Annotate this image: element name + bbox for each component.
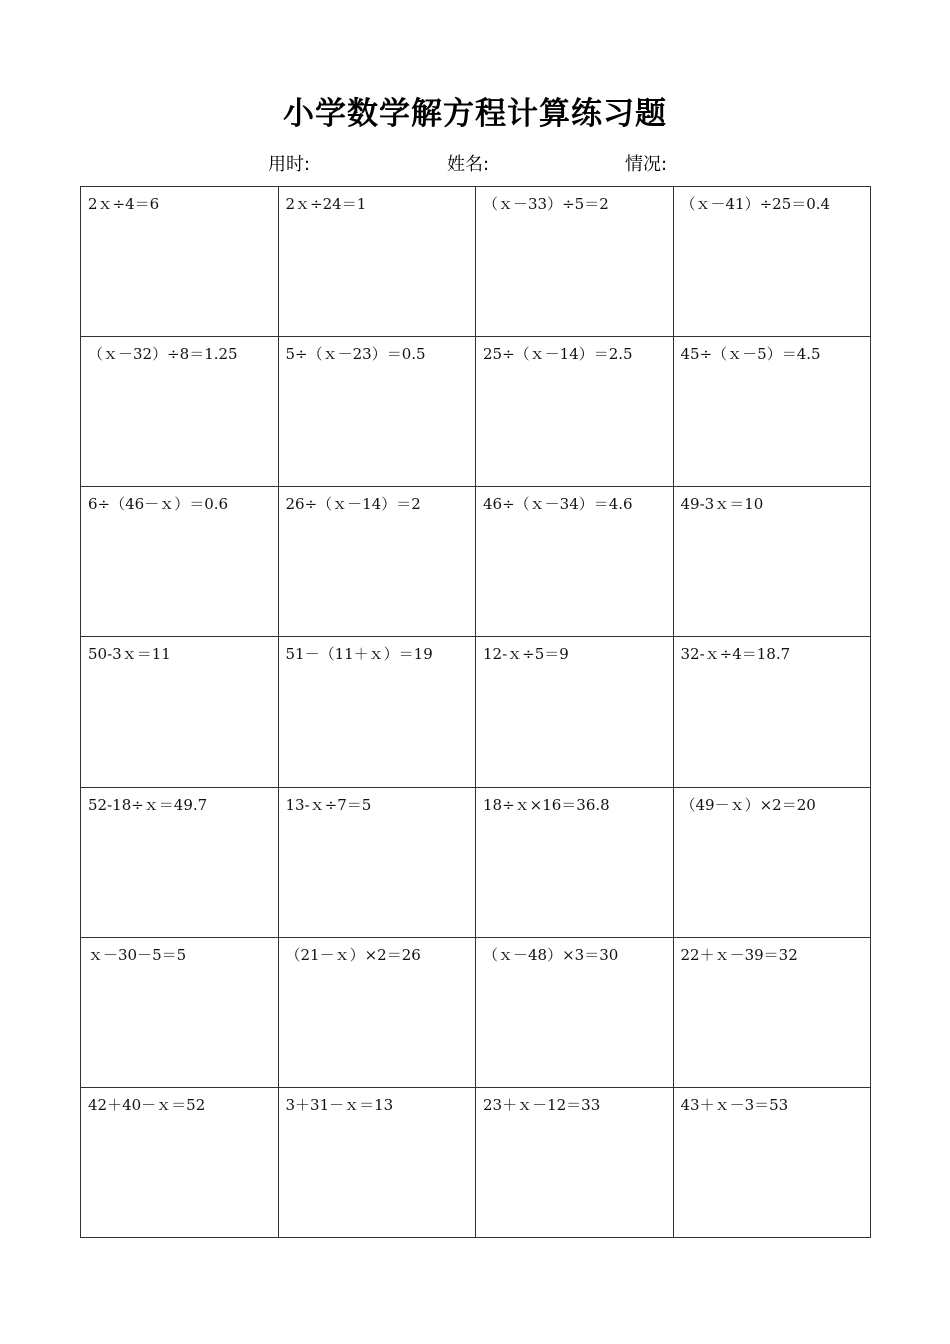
problem-cell: 13-ｘ÷7＝5 [278,787,476,937]
problem-cell: 3＋31－ｘ＝13 [278,1087,476,1237]
problem-cell: （ｘ－48）×3＝30 [476,937,674,1087]
problem-cell: 23＋ｘ－12＝33 [476,1087,674,1237]
problem-row [81,637,871,787]
name-label: 姓名: [447,154,490,175]
status-label: 情况: [625,154,668,175]
problem-cell: 49-3ｘ＝10 [673,487,871,637]
problem-row [81,1087,871,1237]
problem-row [81,787,871,937]
problem-cell: 12-ｘ÷5＝9 [476,637,674,787]
problem-cell: 46÷（ｘ－34）＝4.6 [476,487,674,637]
problem-cell: 26÷（ｘ－14）＝2 [278,487,476,637]
problem-cell: 22＋ｘ－39＝32 [673,937,871,1087]
problem-cell: 51－（11＋ｘ）＝19 [278,637,476,787]
problem-row [81,337,871,487]
problem-grid [80,186,871,1238]
problem-cell: 25÷（ｘ－14）＝2.5 [476,337,674,487]
problem-cell: 52-18÷ｘ＝49.7 [81,787,279,937]
problem-cell: 18÷ｘ×16＝36.8 [476,787,674,937]
problem-row [81,937,871,1087]
problem-cell: （ｘ－33）÷5＝2 [476,187,674,337]
problem-cell: 2ｘ÷24＝1 [278,187,476,337]
time-label: 用时: [268,154,311,175]
problem-cell: 43＋ｘ－3＝53 [673,1087,871,1237]
problem-row [81,187,871,337]
problem-cell: 2ｘ÷4＝6 [81,187,279,337]
problem-cell: （49－ｘ）×2＝20 [673,787,871,937]
problem-cell: 50-3ｘ＝11 [81,637,279,787]
problem-cell: ｘ－30－5＝5 [81,937,279,1087]
problem-cell: 45÷（ｘ－5）＝4.5 [673,337,871,487]
problem-row [81,487,871,637]
problem-cell: （ｘ－32）÷8＝1.25 [81,337,279,487]
problem-cell: （ｘ－41）÷25＝0.4 [673,187,871,337]
problem-cell: 32-ｘ÷4＝18.7 [673,637,871,787]
problem-cell: 5÷（ｘ－23）＝0.5 [278,337,476,487]
page-title: 小学数学解方程计算练习题 [283,96,667,132]
problem-cell: 6÷（46－ｘ）＝0.6 [81,487,279,637]
problem-cell: （21－ｘ）×2＝26 [278,937,476,1087]
problem-cell: 42＋40－ｘ＝52 [81,1087,279,1237]
